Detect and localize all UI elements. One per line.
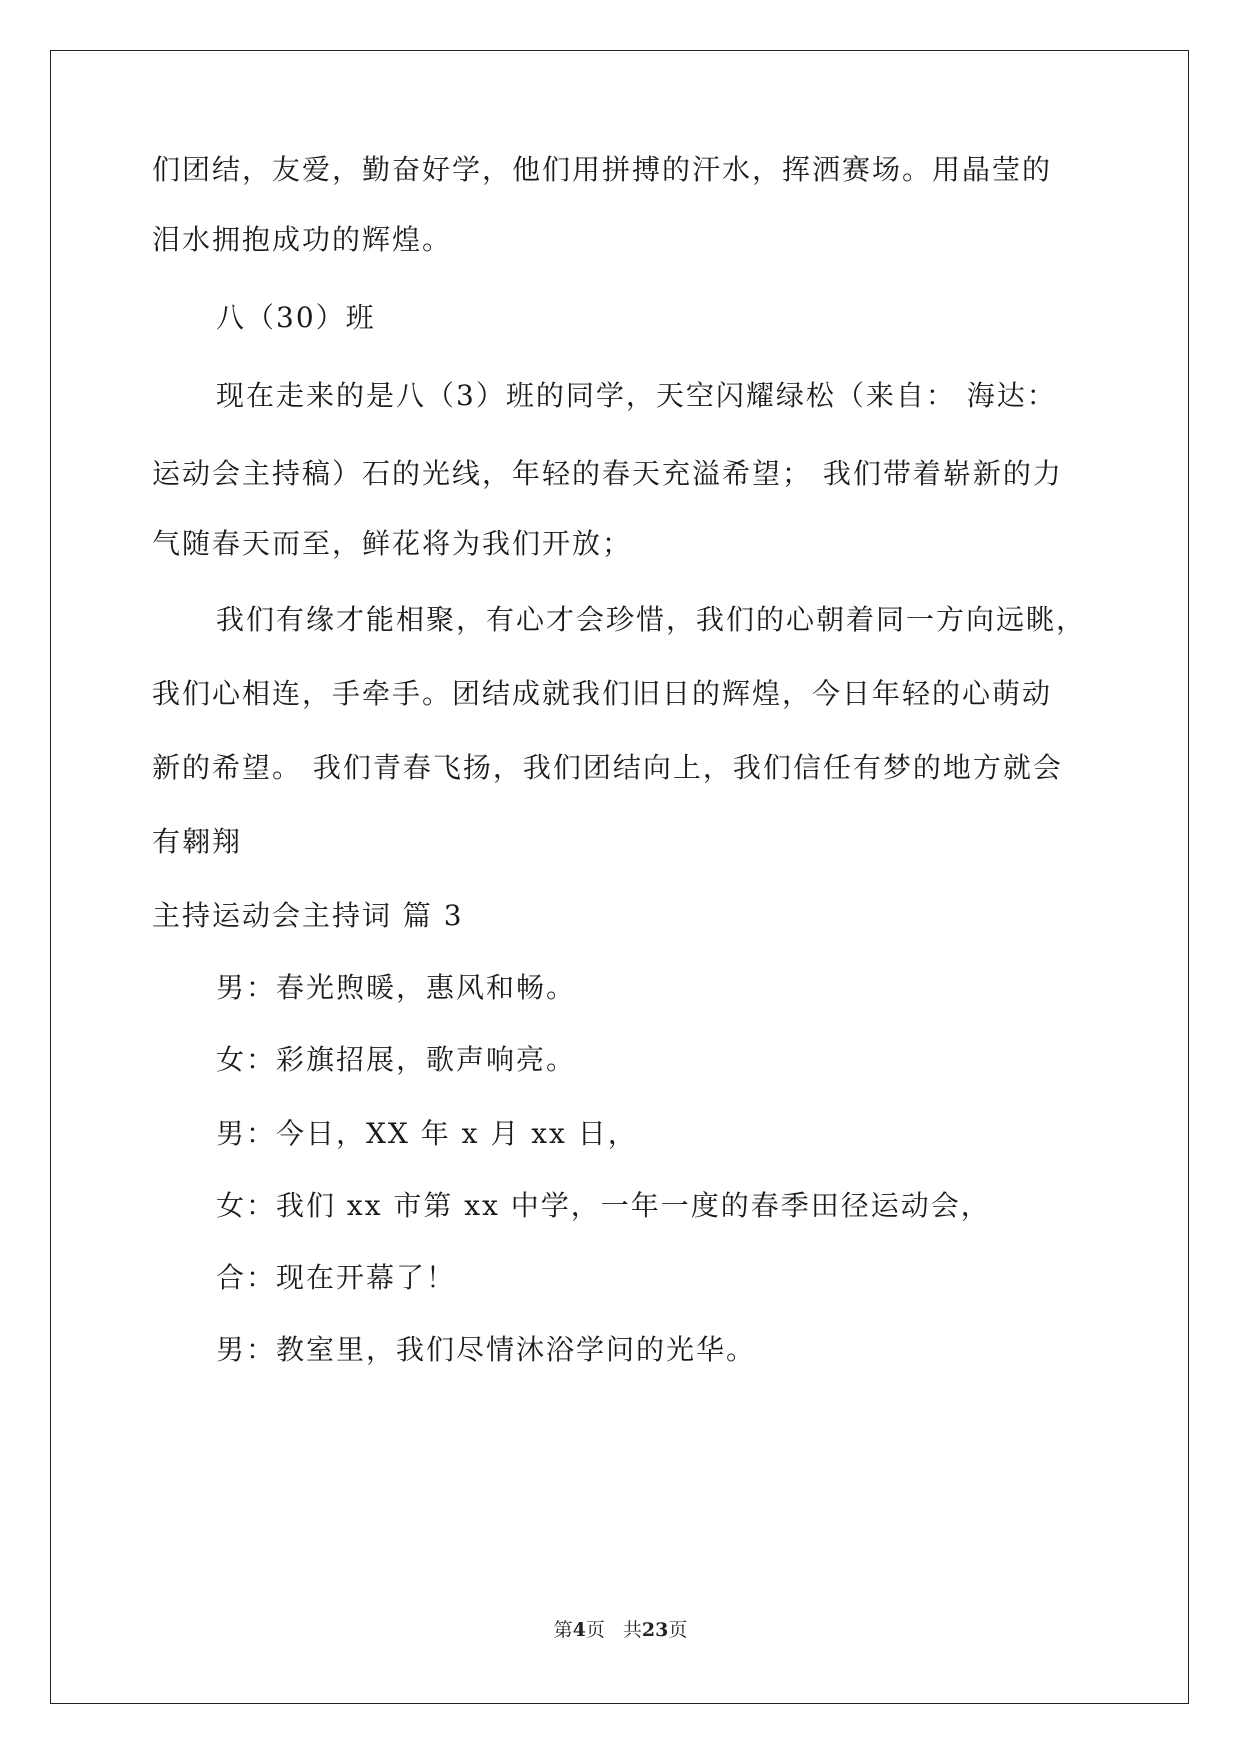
class-heading: 八（30）班	[216, 301, 376, 334]
paragraph-line: 泪水拥抱成功的辉煌。	[152, 223, 453, 256]
page-number: 4	[572, 1619, 586, 1641]
total-suffix: 页	[668, 1619, 688, 1641]
paragraph-line: 气随春天而至，鲜花将为我们开放；	[152, 527, 633, 560]
paragraph-line: 我们有缘才能相聚，有心才会珍惜，我们的心朝着同一方向远眺，	[216, 603, 1087, 636]
paragraph-line: 新的希望。 我们青春飞扬，我们团结向上，我们信任有梦的地方就会	[152, 751, 1063, 784]
dialogue-line: 男：春光煦暖，惠风和畅。	[216, 971, 577, 1004]
dialogue-line: 合：现在开幕了！	[216, 1261, 457, 1294]
paragraph-line: 有翱翔	[152, 825, 243, 858]
dialogue-line: 男：今日，XX 年 x 月 xx 日，	[216, 1117, 638, 1150]
page-prefix: 第	[553, 1619, 573, 1641]
paragraph-line: 们团结，友爱，勤奋好学，他们用拼搏的汗水，挥洒赛场。用晶莹的	[152, 153, 1053, 186]
dialogue-line: 男：教室里，我们尽情沐浴学问的光华。	[216, 1333, 757, 1366]
total-prefix: 共	[622, 1619, 642, 1641]
paragraph-line: 现在走来的是八（3）班的同学，天空闪耀绿松（来自： 海达：	[216, 379, 1057, 412]
dialogue-line: 女：彩旗招展，歌声响亮。	[216, 1043, 577, 1076]
total-pages: 23	[641, 1619, 669, 1641]
paragraph-line: 我们心相连，手牵手。团结成就我们旧日的辉煌，今日年轻的心萌动	[152, 677, 1053, 710]
section-heading: 主持运动会主持词 篇 3	[152, 899, 464, 932]
dialogue-line: 女：我们 xx 市第 xx 中学，一年一度的春季田径运动会，	[216, 1189, 991, 1222]
page-suffix: 页	[585, 1619, 605, 1641]
paragraph-line: 运动会主持稿）石的光线，年轻的春天充溢希望； 我们带着崭新的力	[152, 457, 1063, 490]
page-footer	[0, 1617, 1241, 1643]
